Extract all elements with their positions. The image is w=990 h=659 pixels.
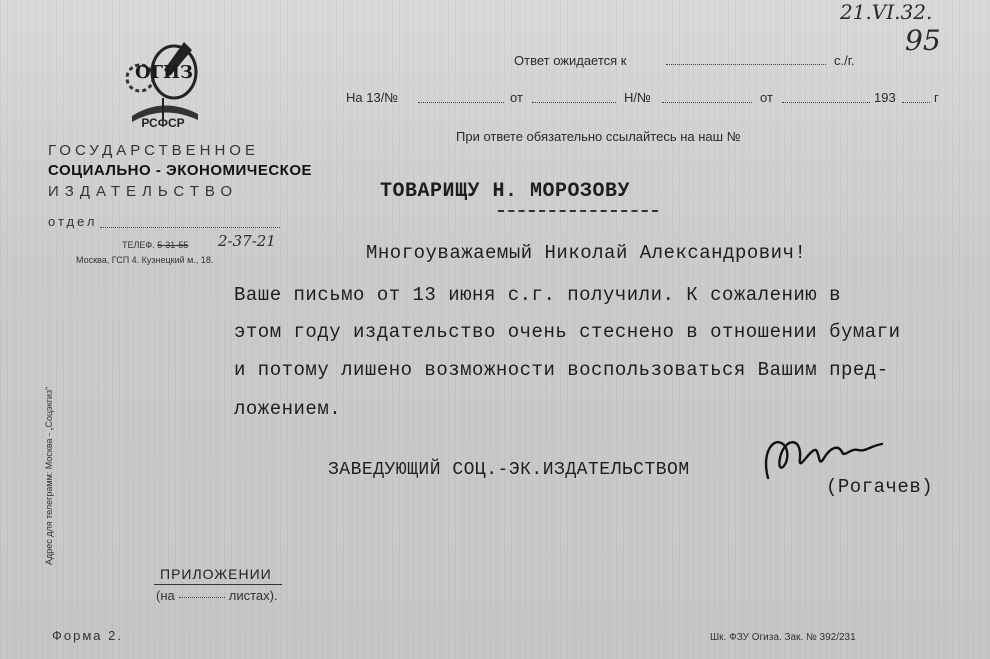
phone-row xyxy=(122,240,188,250)
body-line-4: ложением. xyxy=(234,398,342,420)
body-line-3: и потому лишено возможности воспользоваться Вашим пред- xyxy=(234,359,889,381)
reference-note: При ответе обязательно ссылайтесь на наш № xyxy=(456,129,741,144)
emblem-monogram: ОГИЗ xyxy=(134,62,194,83)
attachments-label: ПРИЛОЖЕНИИ xyxy=(160,566,272,582)
telegram-address: Адрес для телеграмм: Москва - „Соцэкгиз" xyxy=(44,386,54,565)
attachments-prefix: (на xyxy=(156,588,175,603)
ref-date-line xyxy=(532,101,616,103)
phone-label: ТЕЛЕФ. xyxy=(122,240,155,250)
reply-year-label: с./г. xyxy=(834,53,855,68)
department-label: отдел xyxy=(48,214,98,229)
attachments-suffix: листах). xyxy=(228,588,278,603)
ref-number-line xyxy=(418,101,504,103)
publisher-address: Москва, ГСП 4. Кузнецкий м., 18. xyxy=(76,255,214,265)
reply-expected-label: Ответ ожидается к xyxy=(514,53,627,68)
handwritten-date: 21.VI.32. xyxy=(840,0,933,24)
emblem-label: РСФСР xyxy=(141,116,185,130)
publisher-line1: ГОСУДАРСТВЕННОЕ xyxy=(48,142,259,159)
year-prefix-label: 193 xyxy=(874,90,896,105)
publisher-line2: СОЦИАЛЬНО - ЭКОНОМИЧЕСКОЕ xyxy=(48,162,312,179)
addressee-underline xyxy=(498,210,658,212)
phone-handwritten: 2-37-21 xyxy=(218,232,276,250)
phone-struck: 5-31-55 xyxy=(157,240,189,250)
ref-prefix-label: На 13/№ xyxy=(346,90,399,105)
attachments-count-line xyxy=(179,596,225,598)
signature-title: ЗАВЕДУЮЩИЙ СОЦ.-ЭК.ИЗДАТЕЛЬСТВОМ xyxy=(328,460,690,480)
our-number-line xyxy=(662,101,752,103)
our-from-label: от xyxy=(760,90,773,105)
publisher-emblem xyxy=(118,36,208,132)
print-info: Шк. ФЗУ Огиза. Зак. № 392/231 xyxy=(710,632,856,643)
addressee: ТОВАРИЩУ Н. МОРОЗОВУ xyxy=(380,180,631,203)
our-number-label: Н/№ xyxy=(624,90,651,105)
our-date-line xyxy=(782,101,870,103)
form-label: Форма 2. xyxy=(52,628,123,643)
attachments-underline xyxy=(154,584,282,585)
handwritten-number: 95 xyxy=(905,24,941,57)
year-line xyxy=(902,101,930,103)
body-line-2: этом году издательство очень стеснено в отношении бумаги xyxy=(234,321,901,343)
body-line-1: Ваше письмо от 13 июня с.г. получили. К сожалению в xyxy=(234,284,841,306)
publisher-line3: ИЗДАТЕЛЬСТВО xyxy=(48,183,239,200)
attachments-row xyxy=(156,588,278,603)
year-suffix-label: г xyxy=(934,90,939,105)
department-line xyxy=(100,226,280,228)
ref-from-label: от xyxy=(510,90,523,105)
signature-name: (Рогачев) xyxy=(826,476,934,498)
salutation: Многоуважаемый Николай Александрович! xyxy=(366,242,807,264)
reply-expected-line xyxy=(666,63,826,65)
